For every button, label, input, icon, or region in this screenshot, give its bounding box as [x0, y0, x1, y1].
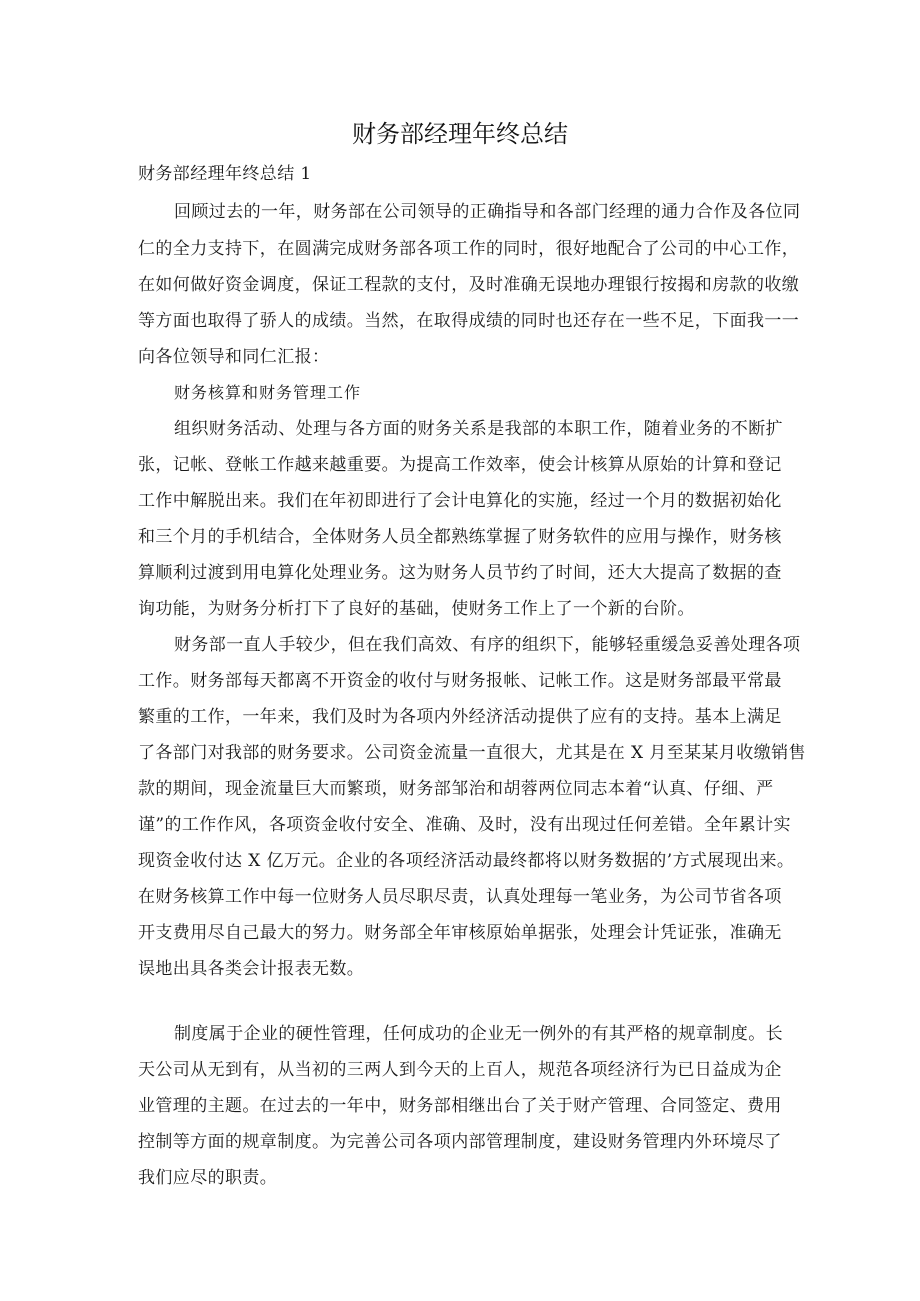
paragraph-1-line-3: 在如何做好资金调度，保证工程款的支付，及时准确无误地办理银行按揭和房款的收缴 [138, 275, 800, 295]
paragraph-4-line-4: 控制等方面的规章制度。为完善公司各项内部管理制度，建设财务管理内外环境尽了 [138, 1132, 782, 1152]
paragraph-1-line-1: 回顾过去的一年，财务部在公司领导的正确指导和各部门经理的通力合作及各位同 [174, 202, 801, 222]
paragraph-3-line-8: 在财务核算工作中每一位财务人员尽职尽责，认真处理每一笔业务，为公司节省各项 [138, 887, 782, 907]
section-heading: 财务核算和财务管理工作 [174, 383, 362, 402]
paragraph-3-line-4: 了各部门对我部的财务要求。公司资金流量一直很大，尤其是在 X 月至某某月收缴销售 [138, 743, 806, 763]
paragraph-4-line-1: 制度属于企业的硬性管理，任何成功的企业无一例外的有其严格的规章制度。长 [174, 1024, 783, 1044]
paragraph-1-line-2: 仁的全力支持下，在圆满完成财务部各项工作的同时，很好地配合了公司的中心工作， [138, 239, 800, 259]
paragraph-2-line-3: 工作中解脱出来。我们在年初即进行了会计电算化的实施，经过一个月的数据初始化 [138, 491, 782, 511]
paragraph-3-line-7: 现资金收付达 X 亿万元。企业的各项经济活动最终都将以财务数据的’方式展现出来。 [138, 851, 795, 871]
paragraph-2-line-5: 算顺利过渡到用电算化处理业务。这为财务人员节约了时间，还大大提高了数据的查 [138, 563, 782, 583]
paragraph-4-line-3: 业管理的主题。在过去的一年中，财务部相继出台了关于财产管理、合同签定、费用 [138, 1096, 782, 1116]
document-subtitle: 财务部经理年终总结 1 [138, 164, 312, 184]
paragraph-3-line-10: 误地出具各类会计报表无数。 [138, 959, 365, 979]
paragraph-3-line-1: 财务部一直人手较少，但在我们高效、有序的组织下，能够轻重缓急妥善处理各项 [174, 635, 801, 655]
paragraph-4-line-2: 天公司从无到有，从当初的三两人到今天的上百人，规范各项经济行为已日益成为企 [138, 1060, 782, 1080]
paragraph-4-line-5: 我们应尽的职责。 [138, 1168, 278, 1188]
paragraph-3-line-2: 工作。财务部每天都离不开资金的收付与财务报帐、记帐工作。这是财务部最平常最 [138, 671, 782, 691]
paragraph-2-line-4: 和三个月的手机结合，全体财务人员全都熟练掌握了财务软件的应用与操作，财务核 [138, 527, 782, 547]
paragraph-3-line-9: 开支费用尽自己最大的努力。财务部全年审核原始单据张，处理会计凭证张，准确无 [138, 923, 782, 943]
paragraph-2-line-1: 组织财务活动、处理与各方面的财务关系是我部的本职工作，随着业务的不断扩 [174, 419, 783, 439]
paragraph-3-line-6: 谨”的工作作风，各项资金收付安全、准确、及时，没有出现过任何差错。全年累计实 [138, 815, 791, 835]
paragraph-1-line-4: 等方面也取得了骄人的成绩。当然，在取得成绩的同时也还存在一些不足，下面我一一 [138, 311, 800, 331]
paragraph-2-line-2: 张，记帐、登帐工作越来越重要。为提高工作效率，使会计核算从原始的计算和登记 [138, 455, 782, 475]
paragraph-2-line-6: 询功能，为财务分析打下了良好的基础，使财务工作上了一个新的台阶。 [138, 599, 695, 619]
paragraph-3-line-3: 繁重的工作，一年来，我们及时为各项内外经济活动提供了应有的支持。基本上满足 [138, 707, 782, 727]
paragraph-1-line-5: 向各位领导和同仁汇报： [138, 347, 330, 367]
paragraph-3-line-5: 款的期间，现金流量巨大而繁琐，财务部邹治和胡蓉两位同志本着“认真、仔细、严 [138, 779, 774, 799]
document-title: 财务部经理年终总结 [352, 120, 568, 148]
